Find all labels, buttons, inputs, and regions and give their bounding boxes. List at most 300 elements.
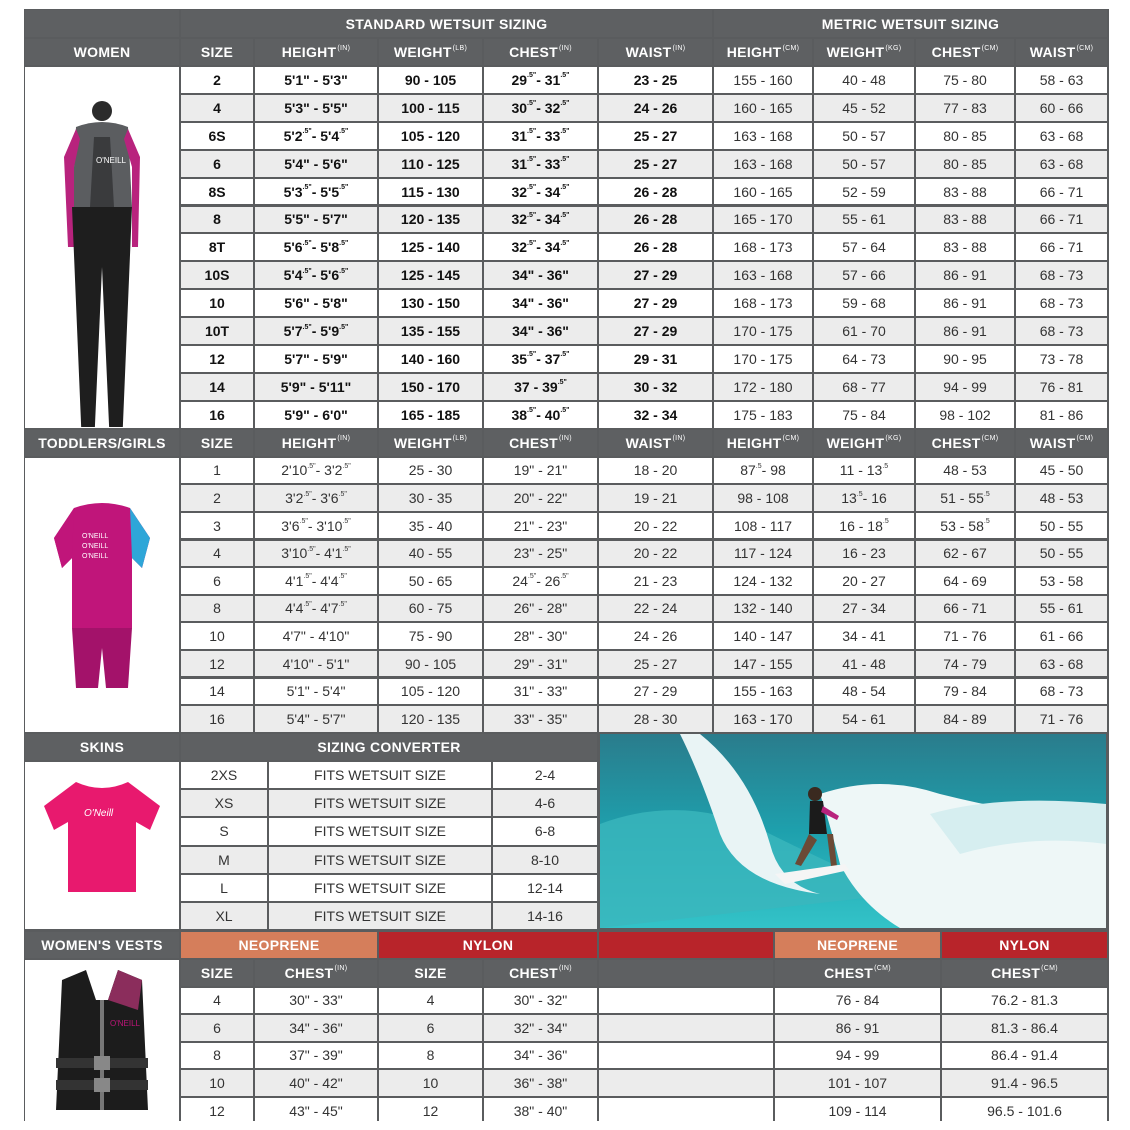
skins-cell: FITS WETSUIT SIZE xyxy=(269,762,491,788)
sizing-converter-header: SIZING CONVERTER xyxy=(181,734,597,760)
section-label-women: WOMEN xyxy=(25,39,179,65)
toddlers-cell: 2 xyxy=(181,485,253,511)
section-label-skins: SKINS xyxy=(25,734,179,760)
skins-cell: L xyxy=(181,875,267,901)
toddlers-cell: 26" - 28" xyxy=(484,596,597,622)
vests-cell: 40" - 42" xyxy=(255,1070,377,1096)
women-cell: 25 - 27 xyxy=(599,151,712,177)
toddlers-cell: 120 - 135 xyxy=(379,706,482,732)
women-cell: 163 - 168 xyxy=(714,123,812,149)
toddlers-cell: 45 - 50 xyxy=(1016,458,1107,484)
women-cell: 5'2 $^{.5"}$ - 5'4 $^{.5"}$ xyxy=(255,123,377,149)
toddlers-cell: 66 - 71 xyxy=(916,596,1014,622)
toddlers-cell: 14 xyxy=(181,679,253,705)
women-cell: 165 - 170 xyxy=(714,207,812,233)
skins-cell: 14-16 xyxy=(493,903,597,929)
women-cell: 5'9" - 5'11" xyxy=(255,374,377,400)
vests-column-header: CHEST $^{(IN)}$ xyxy=(484,960,597,986)
women-cell: 32 - 34 xyxy=(599,402,712,428)
skins-cell: FITS WETSUIT SIZE xyxy=(269,847,491,873)
vests-column-header: CHEST $^{(CM)}$ xyxy=(775,960,940,986)
toddler-springsuit-image xyxy=(25,458,179,732)
women-cell: 26 - 28 xyxy=(599,207,712,233)
women-cell: 90 - 105 xyxy=(379,67,482,93)
toddlers-cell: 1 xyxy=(181,458,253,484)
women-cell: 81 - 86 xyxy=(1016,402,1107,428)
skins-cell: 6-8 xyxy=(493,818,597,844)
vests-cell: 12 xyxy=(181,1098,253,1124)
toddlers-cell: 3'10 $^{.5"}$ - 4'1 $^{.5"}$ xyxy=(255,541,377,567)
women-cell: 24 - 26 xyxy=(599,95,712,121)
women-cell: 94 - 99 xyxy=(916,374,1014,400)
women-cell: 160 - 165 xyxy=(714,95,812,121)
vests-cell xyxy=(599,1098,773,1124)
women-cell: 110 - 125 xyxy=(379,151,482,177)
women-cell: 172 - 180 xyxy=(714,374,812,400)
women-cell: 16 xyxy=(181,402,253,428)
women-cell: 125 - 140 xyxy=(379,234,482,260)
women-cell: 66 - 71 xyxy=(1016,179,1107,205)
women-cell: 30 - 32 xyxy=(599,374,712,400)
vests-cell: 34" - 36" xyxy=(255,1015,377,1041)
women-cell: 68 - 73 xyxy=(1016,262,1107,288)
women-cell: 100 - 115 xyxy=(379,95,482,121)
women-cell: 170 - 175 xyxy=(714,318,812,344)
toddlers-cell: 4'4 $^{.5"}$ - 4'7 $^{.5"}$ xyxy=(255,596,377,622)
skins-cell: FITS WETSUIT SIZE xyxy=(269,790,491,816)
neoprene-metric-header: NEOPRENE xyxy=(775,932,940,958)
women-cell: 29 - 31 xyxy=(599,346,712,372)
women-cell: 34" - 36" xyxy=(484,318,597,344)
vests-cell: 8 xyxy=(181,1043,253,1069)
toddlers-cell: 90 - 105 xyxy=(379,651,482,677)
toddlers-cell: 16 xyxy=(181,706,253,732)
women-cell: 5'1" - 5'3" xyxy=(255,67,377,93)
column-header-size: SIZE xyxy=(181,430,253,456)
rashguard-image xyxy=(25,762,179,930)
womens-wetsuit-image xyxy=(25,67,179,428)
toddlers-cell: 21 - 23 xyxy=(599,568,712,594)
vests-cell xyxy=(599,1015,773,1041)
surfer-photo xyxy=(600,734,1106,930)
nylon-metric-header: NYLON xyxy=(942,932,1107,958)
women-cell: 120 - 135 xyxy=(379,207,482,233)
column-header-waist: WAIST $^{(CM)}$ xyxy=(1016,39,1107,65)
toddlers-cell: 132 - 140 xyxy=(714,596,812,622)
toddlers-cell: 3'6 $^{.5"}$ - 3'10 $^{.5"}$ xyxy=(255,513,377,539)
women-cell: 10T xyxy=(181,318,253,344)
toddlers-cell: 4'10" - 5'1" xyxy=(255,651,377,677)
skins-cell: M xyxy=(181,847,267,873)
column-header-chest: CHEST $^{(IN)}$ xyxy=(484,39,597,65)
toddlers-cell: 71 - 76 xyxy=(916,623,1014,649)
women-cell: 10 xyxy=(181,290,253,316)
toddlers-cell: 50 - 65 xyxy=(379,568,482,594)
women-cell: 175 - 183 xyxy=(714,402,812,428)
women-cell: 66 - 71 xyxy=(1016,207,1107,233)
toddlers-cell: 19 - 21 xyxy=(599,485,712,511)
toddlers-cell: 33" - 35" xyxy=(484,706,597,732)
vests-cell: 76.2 - 81.3 xyxy=(942,988,1107,1014)
toddlers-cell: 124 - 132 xyxy=(714,568,812,594)
women-cell: 40 - 48 xyxy=(814,67,914,93)
vests-cell: 34" - 36" xyxy=(484,1043,597,1069)
toddlers-cell: 50 - 55 xyxy=(1016,513,1107,539)
women-cell: 125 - 145 xyxy=(379,262,482,288)
women-cell: 5'5" - 5'7" xyxy=(255,207,377,233)
toddlers-cell: 30 - 35 xyxy=(379,485,482,511)
toddlers-cell: 54 - 61 xyxy=(814,706,914,732)
toddlers-cell: 40 - 55 xyxy=(379,541,482,567)
toddlers-cell: 4'1 $^{.5"}$ - 4'4 $^{.5"}$ xyxy=(255,568,377,594)
toddlers-cell: 117 - 124 xyxy=(714,541,812,567)
vests-cell xyxy=(599,1043,773,1069)
women-cell: 115 - 130 xyxy=(379,179,482,205)
skins-cell: XS xyxy=(181,790,267,816)
vests-cell: 10 xyxy=(181,1070,253,1096)
toddlers-cell: 48 - 54 xyxy=(814,679,914,705)
women-cell: 45 - 52 xyxy=(814,95,914,121)
women-cell: 5'9" - 6'0" xyxy=(255,402,377,428)
vests-cell: 86 - 91 xyxy=(775,1015,940,1041)
column-header-chest: CHEST $^{(CM)}$ xyxy=(916,39,1014,65)
vests-blank-red xyxy=(599,932,773,958)
women-cell: 83 - 88 xyxy=(916,207,1014,233)
column-header-size: SIZE xyxy=(181,39,253,65)
toddlers-cell: 2'10 $^{.5"}$ - 3'2 $^{.5"}$ xyxy=(255,458,377,484)
vests-cell: 86.4 - 91.4 xyxy=(942,1043,1107,1069)
toddlers-cell: 20 - 22 xyxy=(599,541,712,567)
women-cell: 6 xyxy=(181,151,253,177)
women-cell: 5'4 $^{.5"}$ - 5'6 $^{.5"}$ xyxy=(255,262,377,288)
women-cell: 26 - 28 xyxy=(599,179,712,205)
vests-cell: 101 - 107 xyxy=(775,1070,940,1096)
women-cell: 35 $^{.5"}$ - 37 $^{.5"}$ xyxy=(484,346,597,372)
women-cell: 86 - 91 xyxy=(916,262,1014,288)
column-header-height: HEIGHT $^{(CM)}$ xyxy=(714,430,812,456)
skins-cell: FITS WETSUIT SIZE xyxy=(269,818,491,844)
svg-text:O'Neill: O'Neill xyxy=(84,807,114,819)
women-cell: 68 - 77 xyxy=(814,374,914,400)
women-cell: 25 - 27 xyxy=(599,123,712,149)
vests-cell: 12 xyxy=(379,1098,482,1124)
toddlers-cell: 50 - 55 xyxy=(1016,541,1107,567)
women-cell: 27 - 29 xyxy=(599,290,712,316)
women-cell: 5'3 $^{.5"}$ - 5'5 $^{.5"}$ xyxy=(255,179,377,205)
toddlers-cell: 21" - 23" xyxy=(484,513,597,539)
toddlers-cell: 3'2 $^{.5"}$ - 3'6 $^{.5"}$ xyxy=(255,485,377,511)
vest-image xyxy=(25,960,179,1124)
vests-cell: 6 xyxy=(181,1015,253,1041)
women-cell: 130 - 150 xyxy=(379,290,482,316)
toddlers-cell: 4'7" - 4'10" xyxy=(255,623,377,649)
skins-cell: FITS WETSUIT SIZE xyxy=(269,903,491,929)
vests-cell: 30" - 33" xyxy=(255,988,377,1014)
toddlers-cell: 6 xyxy=(181,568,253,594)
women-cell: 68 - 73 xyxy=(1016,318,1107,344)
vests-column-header: CHEST $^{(IN)}$ xyxy=(255,960,377,986)
vests-cell: 4 xyxy=(181,988,253,1014)
toddlers-cell: 71 - 76 xyxy=(1016,706,1107,732)
women-cell: 4 xyxy=(181,95,253,121)
women-cell: 155 - 160 xyxy=(714,67,812,93)
women-cell: 68 - 73 xyxy=(1016,290,1107,316)
women-cell: 83 - 88 xyxy=(916,179,1014,205)
toddlers-cell: 75 - 90 xyxy=(379,623,482,649)
skins-cell: S xyxy=(181,818,267,844)
vests-cell: 81.3 - 86.4 xyxy=(942,1015,1107,1041)
toddlers-cell: 163 - 170 xyxy=(714,706,812,732)
toddlers-cell: 16 - 23 xyxy=(814,541,914,567)
toddlers-cell: 12 xyxy=(181,651,253,677)
women-cell: 58 - 63 xyxy=(1016,67,1107,93)
toddlers-cell: 31" - 33" xyxy=(484,679,597,705)
skins-cell: FITS WETSUIT SIZE xyxy=(269,875,491,901)
skins-cell: 4-6 xyxy=(493,790,597,816)
section-label-toddlers: TODDLERS/GIRLS xyxy=(25,430,179,456)
skins-cell: 12-14 xyxy=(493,875,597,901)
women-cell: 163 - 168 xyxy=(714,151,812,177)
toddlers-cell: 11 - 13 $^{.5}$ xyxy=(814,458,914,484)
toddlers-cell: 20 - 27 xyxy=(814,568,914,594)
toddlers-cell: 53 - 58 xyxy=(1016,568,1107,594)
vests-cell: 6 xyxy=(379,1015,482,1041)
women-cell: 80 - 85 xyxy=(916,123,1014,149)
women-cell: 168 - 173 xyxy=(714,290,812,316)
vests-cell: 30" - 32" xyxy=(484,988,597,1014)
vests-cell: 94 - 99 xyxy=(775,1043,940,1069)
vests-cell: 32" - 34" xyxy=(484,1015,597,1041)
women-cell: 140 - 160 xyxy=(379,346,482,372)
section-label-vests: WOMEN'S VESTS xyxy=(25,932,179,958)
women-cell: 10S xyxy=(181,262,253,288)
toddlers-cell: 53 - 58 $^{.5}$ xyxy=(916,513,1014,539)
svg-text:O'NEILL: O'NEILL xyxy=(82,542,109,550)
toddlers-cell: 27 - 34 xyxy=(814,596,914,622)
women-cell: 32 $^{.5"}$ - 34 $^{.5"}$ xyxy=(484,234,597,260)
women-cell: 8S xyxy=(181,179,253,205)
women-cell: 61 - 70 xyxy=(814,318,914,344)
vests-cell xyxy=(599,1070,773,1096)
skins-cell: 2-4 xyxy=(493,762,597,788)
vests-cell: 109 - 114 xyxy=(775,1098,940,1124)
women-cell: 29 $^{.5"}$ - 31 $^{.5"}$ xyxy=(484,67,597,93)
vests-cell: 4 xyxy=(379,988,482,1014)
header-metric: METRIC WETSUIT SIZING xyxy=(714,10,1107,37)
toddlers-cell: 8 xyxy=(181,596,253,622)
column-header-waist: WAIST $^{(CM)}$ xyxy=(1016,430,1107,456)
women-cell: 59 - 68 xyxy=(814,290,914,316)
toddlers-cell: 22 - 24 xyxy=(599,596,712,622)
toddlers-cell: 4 xyxy=(181,541,253,567)
toddlers-cell: 18 - 20 xyxy=(599,458,712,484)
toddlers-cell: 63 - 68 xyxy=(1016,651,1107,677)
women-cell: 50 - 57 xyxy=(814,151,914,177)
toddlers-cell: 62 - 67 xyxy=(916,541,1014,567)
toddlers-cell: 27 - 29 xyxy=(599,679,712,705)
women-cell: 5'7" - 5'9" xyxy=(255,346,377,372)
toddlers-cell: 98 - 108 xyxy=(714,485,812,511)
toddlers-cell: 10 xyxy=(181,623,253,649)
toddlers-cell: 108 - 117 xyxy=(714,513,812,539)
toddlers-cell: 24 - 26 xyxy=(599,623,712,649)
vests-cell: 43" - 45" xyxy=(255,1098,377,1124)
toddlers-cell: 28" - 30" xyxy=(484,623,597,649)
column-header-height: HEIGHT $^{(IN)}$ xyxy=(255,430,377,456)
column-header-weight: WEIGHT $^{(LB)}$ xyxy=(379,430,482,456)
toddlers-cell: 23" - 25" xyxy=(484,541,597,567)
toddlers-cell: 61 - 66 xyxy=(1016,623,1107,649)
women-cell: 14 xyxy=(181,374,253,400)
column-header-weight: WEIGHT $^{(KG)}$ xyxy=(814,39,914,65)
toddlers-cell: 41 - 48 xyxy=(814,651,914,677)
toddlers-cell: 24 $^{.5"}$ - 26 $^{.5"}$ xyxy=(484,568,597,594)
women-cell: 2 xyxy=(181,67,253,93)
women-cell: 37 - 39 $^{.5"}$ xyxy=(484,374,597,400)
women-cell: 34" - 36" xyxy=(484,290,597,316)
women-cell: 168 - 173 xyxy=(714,234,812,260)
women-cell: 98 - 102 xyxy=(916,402,1014,428)
column-header-height: HEIGHT $^{(IN)}$ xyxy=(255,39,377,65)
column-header-waist: WAIST $^{(IN)}$ xyxy=(599,39,712,65)
skins-cell: XL xyxy=(181,903,267,929)
women-cell: 160 - 165 xyxy=(714,179,812,205)
women-cell: 64 - 73 xyxy=(814,346,914,372)
vests-cell: 96.5 - 101.6 xyxy=(942,1098,1107,1124)
women-cell: 31 $^{.5"}$ - 33 $^{.5"}$ xyxy=(484,151,597,177)
skins-cell: 2XS xyxy=(181,762,267,788)
women-cell: 60 - 66 xyxy=(1016,95,1107,121)
women-cell: 38 $^{.5"}$ - 40 $^{.5"}$ xyxy=(484,402,597,428)
toddlers-cell: 74 - 79 xyxy=(916,651,1014,677)
women-cell: 86 - 91 xyxy=(916,318,1014,344)
women-cell: 63 - 68 xyxy=(1016,151,1107,177)
women-cell: 5'6" - 5'8" xyxy=(255,290,377,316)
women-cell: 30 $^{.5"}$ - 32 $^{.5"}$ xyxy=(484,95,597,121)
toddlers-cell: 48 - 53 xyxy=(916,458,1014,484)
toddlers-cell: 25 - 30 xyxy=(379,458,482,484)
toddlers-cell: 60 - 75 xyxy=(379,596,482,622)
women-cell: 32 $^{.5"}$ - 34 $^{.5"}$ xyxy=(484,207,597,233)
column-header-chest: CHEST $^{(IN)}$ xyxy=(484,430,597,456)
header-blank xyxy=(25,10,179,37)
vests-column-header xyxy=(599,960,773,986)
women-cell: 163 - 168 xyxy=(714,262,812,288)
vests-cell: 38" - 40" xyxy=(484,1098,597,1124)
svg-text:O'NEILL: O'NEILL xyxy=(82,552,109,560)
women-cell: 86 - 91 xyxy=(916,290,1014,316)
toddlers-cell: 5'1" - 5'4" xyxy=(255,679,377,705)
women-cell: 6S xyxy=(181,123,253,149)
women-cell: 5'7 $^{.5"}$ - 5'9 $^{.5"}$ xyxy=(255,318,377,344)
women-cell: 170 - 175 xyxy=(714,346,812,372)
column-header-waist: WAIST $^{(IN)}$ xyxy=(599,430,712,456)
women-cell: 31 $^{.5"}$ - 33 $^{.5"}$ xyxy=(484,123,597,149)
women-cell: 73 - 78 xyxy=(1016,346,1107,372)
toddlers-cell: 19" - 21" xyxy=(484,458,597,484)
women-cell: 83 - 88 xyxy=(916,234,1014,260)
toddlers-cell: 155 - 163 xyxy=(714,679,812,705)
svg-text:O'NEILL: O'NEILL xyxy=(96,156,126,165)
women-cell: 135 - 155 xyxy=(379,318,482,344)
women-cell: 12 xyxy=(181,346,253,372)
column-header-weight: WEIGHT $^{(KG)}$ xyxy=(814,430,914,456)
nylon-header: NYLON xyxy=(379,932,597,958)
toddlers-cell: 5'4" - 5'7" xyxy=(255,706,377,732)
women-cell: 26 - 28 xyxy=(599,234,712,260)
svg-text:O'NEILL: O'NEILL xyxy=(82,532,109,540)
toddlers-cell: 84 - 89 xyxy=(916,706,1014,732)
women-cell: 34" - 36" xyxy=(484,262,597,288)
toddlers-cell: 34 - 41 xyxy=(814,623,914,649)
women-cell: 76 - 81 xyxy=(1016,374,1107,400)
women-cell: 32 $^{.5"}$ - 34 $^{.5"}$ xyxy=(484,179,597,205)
toddlers-cell: 25 - 27 xyxy=(599,651,712,677)
column-header-height: HEIGHT $^{(CM)}$ xyxy=(714,39,812,65)
vests-cell: 36" - 38" xyxy=(484,1070,597,1096)
header-standard: STANDARD WETSUIT SIZING xyxy=(181,10,712,37)
women-cell: 57 - 66 xyxy=(814,262,914,288)
women-cell: 80 - 85 xyxy=(916,151,1014,177)
toddlers-cell: 105 - 120 xyxy=(379,679,482,705)
svg-text:O'NEILL: O'NEILL xyxy=(110,1018,140,1028)
toddlers-cell: 28 - 30 xyxy=(599,706,712,732)
column-header-chest: CHEST $^{(CM)}$ xyxy=(916,430,1014,456)
vests-column-header: SIZE xyxy=(379,960,482,986)
women-cell: 27 - 29 xyxy=(599,262,712,288)
women-cell: 8 xyxy=(181,207,253,233)
neoprene-header: NEOPRENE xyxy=(181,932,377,958)
toddlers-cell: 13 $^{.5}$ - 16 xyxy=(814,485,914,511)
toddlers-cell: 64 - 69 xyxy=(916,568,1014,594)
toddlers-cell: 48 - 53 xyxy=(1016,485,1107,511)
vests-column-header: SIZE xyxy=(181,960,253,986)
toddlers-cell: 20" - 22" xyxy=(484,485,597,511)
vests-cell: 37" - 39" xyxy=(255,1043,377,1069)
women-cell: 75 - 84 xyxy=(814,402,914,428)
women-cell: 55 - 61 xyxy=(814,207,914,233)
women-cell: 63 - 68 xyxy=(1016,123,1107,149)
toddlers-cell: 29" - 31" xyxy=(484,651,597,677)
toddlers-cell: 68 - 73 xyxy=(1016,679,1107,705)
women-cell: 77 - 83 xyxy=(916,95,1014,121)
toddlers-cell: 16 - 18 $^{.5}$ xyxy=(814,513,914,539)
women-cell: 8T xyxy=(181,234,253,260)
women-cell: 165 - 185 xyxy=(379,402,482,428)
women-cell: 52 - 59 xyxy=(814,179,914,205)
vests-cell: 10 xyxy=(379,1070,482,1096)
women-cell: 90 - 95 xyxy=(916,346,1014,372)
women-cell: 23 - 25 xyxy=(599,67,712,93)
women-cell: 27 - 29 xyxy=(599,318,712,344)
women-cell: 50 - 57 xyxy=(814,123,914,149)
toddlers-cell: 51 - 55 $^{.5}$ xyxy=(916,485,1014,511)
vests-cell xyxy=(599,988,773,1014)
vests-cell: 76 - 84 xyxy=(775,988,940,1014)
column-header-weight: WEIGHT $^{(LB)}$ xyxy=(379,39,482,65)
toddlers-cell: 147 - 155 xyxy=(714,651,812,677)
vests-cell: 8 xyxy=(379,1043,482,1069)
women-cell: 75 - 80 xyxy=(916,67,1014,93)
women-cell: 66 - 71 xyxy=(1016,234,1107,260)
toddlers-cell: 20 - 22 xyxy=(599,513,712,539)
toddlers-cell: 140 - 147 xyxy=(714,623,812,649)
toddlers-cell: 55 - 61 xyxy=(1016,596,1107,622)
women-cell: 5'4" - 5'6" xyxy=(255,151,377,177)
women-cell: 5'3" - 5'5" xyxy=(255,95,377,121)
women-cell: 105 - 120 xyxy=(379,123,482,149)
women-cell: 150 - 170 xyxy=(379,374,482,400)
